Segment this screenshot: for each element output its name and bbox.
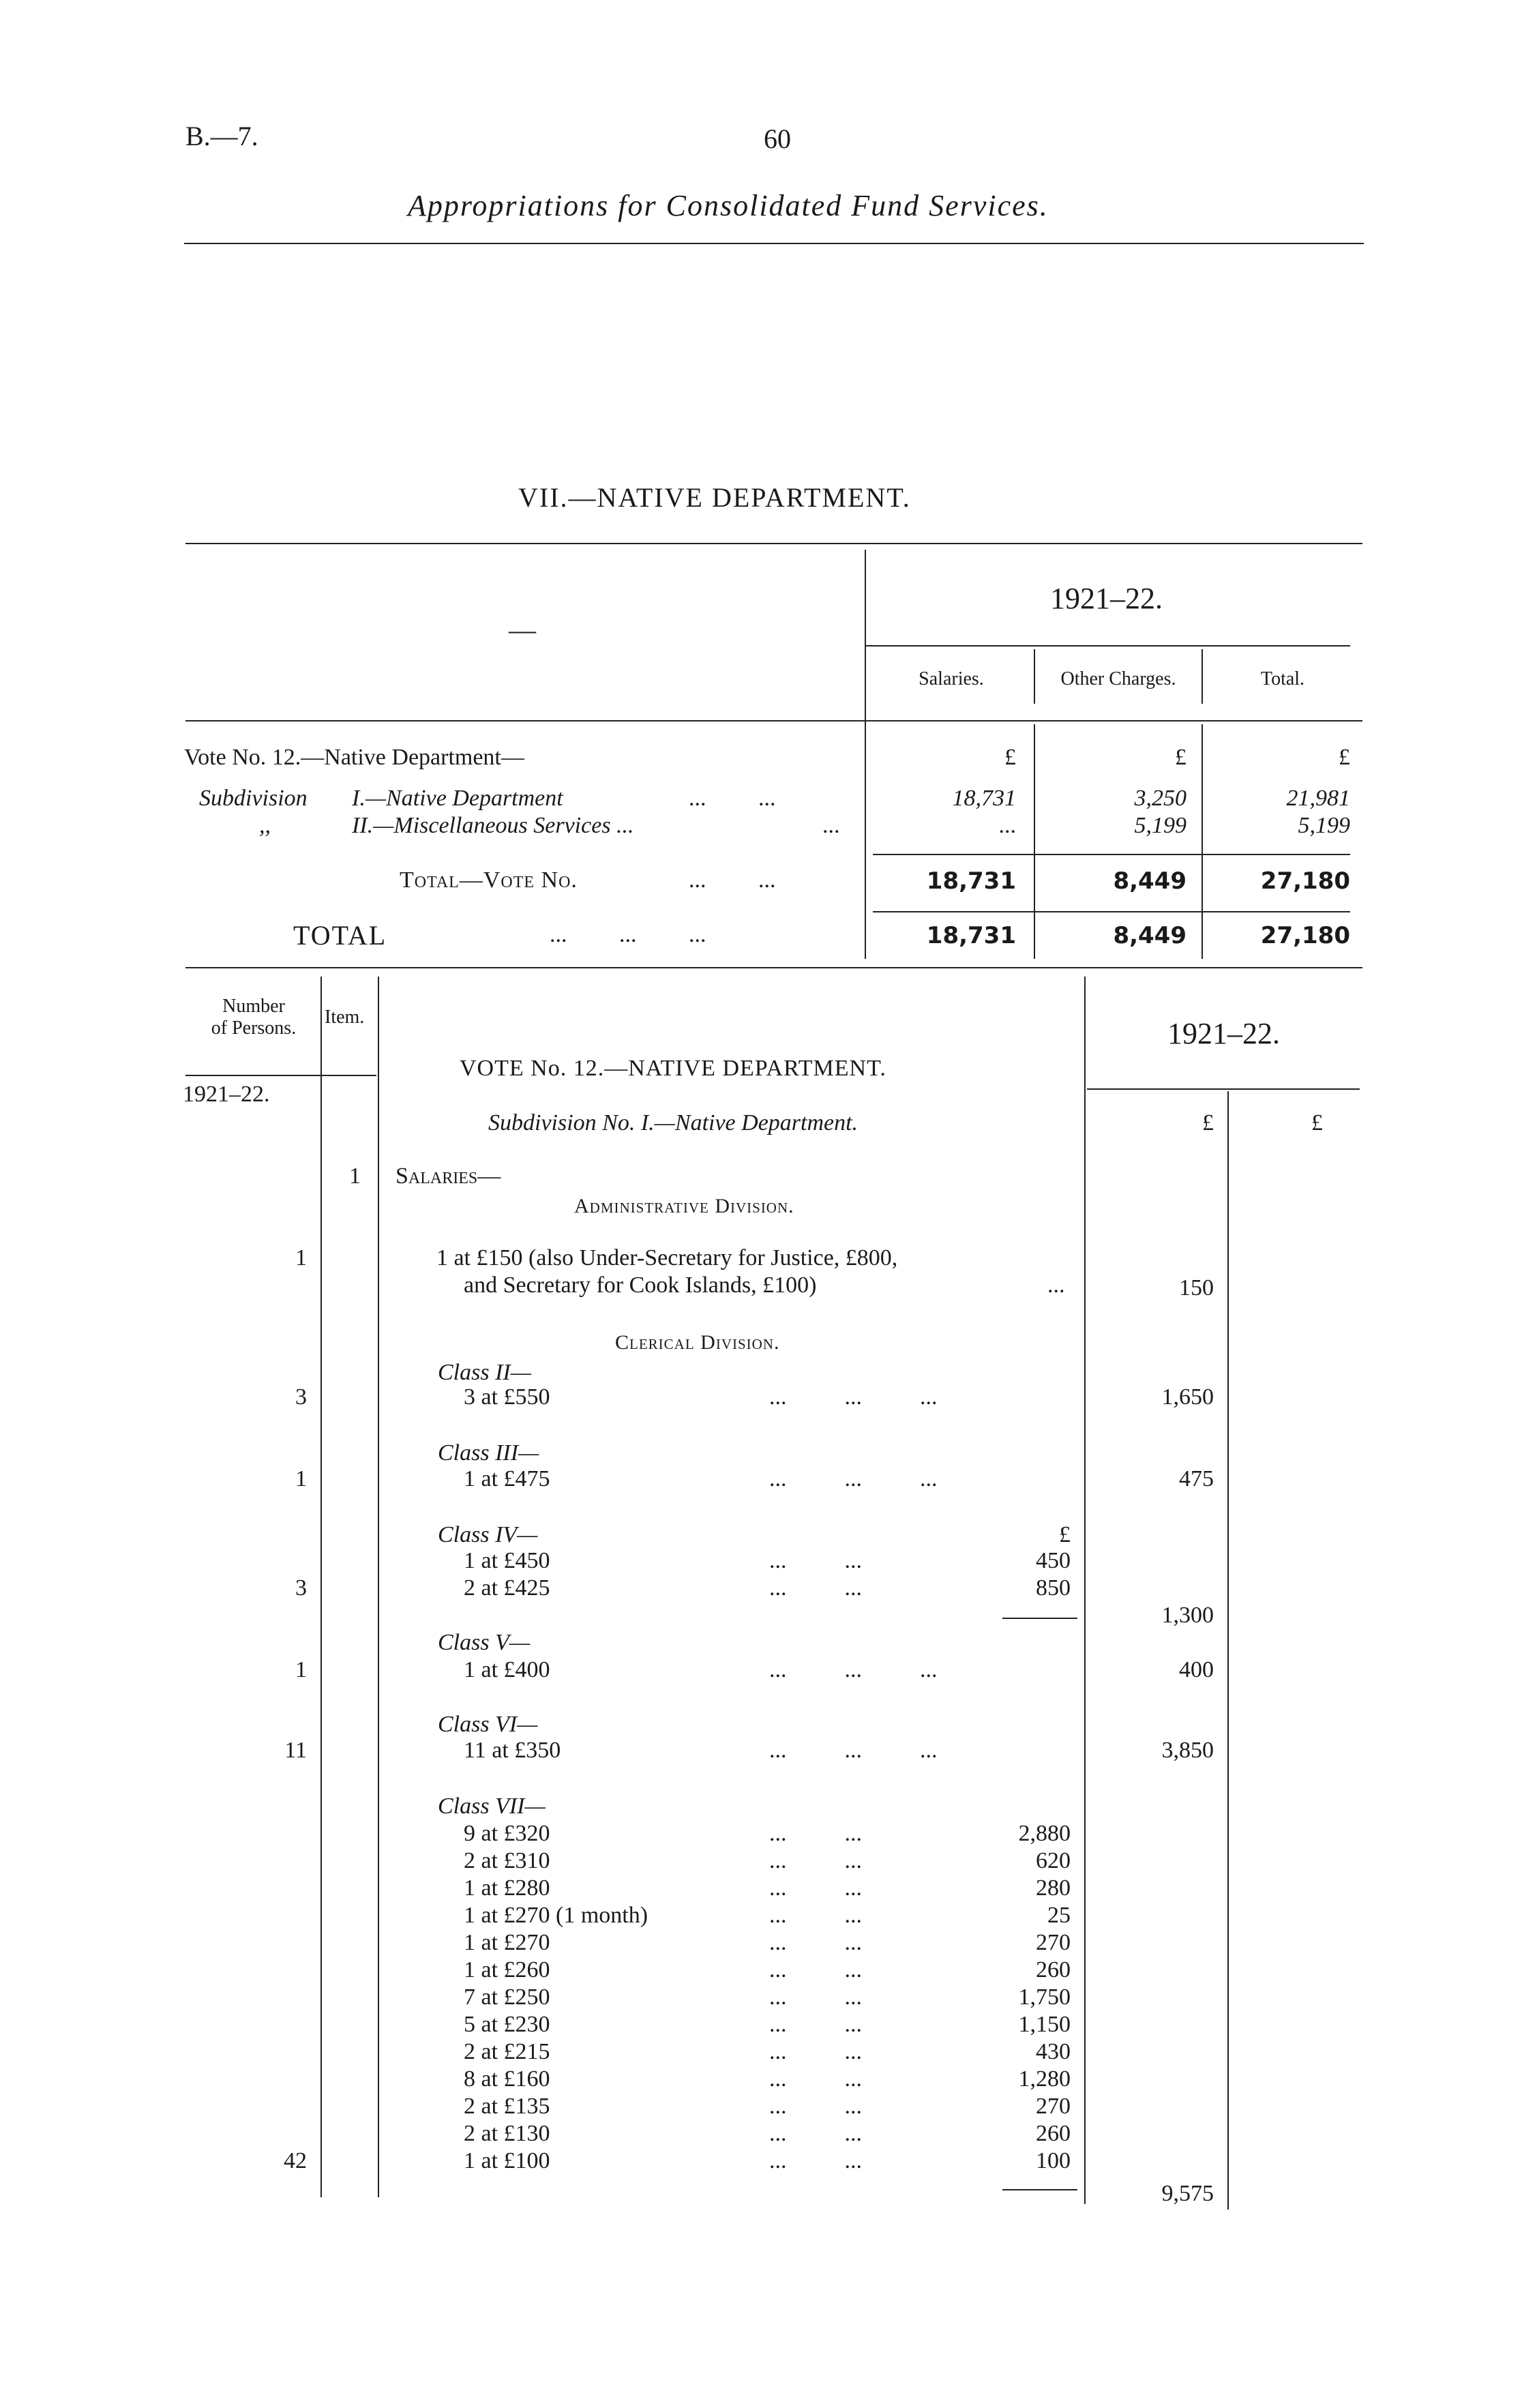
currency-other: £ <box>1175 745 1187 770</box>
summary-bottom-rule <box>185 967 1362 968</box>
currency-total: £ <box>1339 745 1350 770</box>
col-total: Total. <box>1260 668 1305 689</box>
subdivision-title: Subdivision No. I.—Native Department. <box>488 1110 859 1135</box>
summary-top-rule <box>185 543 1362 544</box>
persons-col-divider <box>320 977 322 2197</box>
salaries-label: Salaries— <box>396 1163 501 1189</box>
currency-col-2: £ <box>1311 1110 1323 1135</box>
page-title: Appropriations for Consolidated Fund Services. <box>408 189 1049 222</box>
col-salaries: Salaries. <box>919 668 984 689</box>
col-item: Item. <box>325 1007 365 1028</box>
summary-col-divider <box>865 550 866 959</box>
item-col-divider <box>378 977 379 2197</box>
stub-dash: — <box>509 614 536 645</box>
currency-col-1: £ <box>1202 1110 1214 1135</box>
vote-title: VOTE No. 12.—NATIVE DEPARTMENT. <box>460 1056 886 1081</box>
col-other-charges: Other Charges. <box>1060 668 1176 689</box>
clerical-division: Clerical Division. <box>615 1331 780 1354</box>
summary-year-rule <box>866 645 1350 646</box>
amount-col-divider <box>1084 977 1086 2204</box>
section-title: VII.—NATIVE DEPARTMENT. <box>518 482 911 513</box>
document-reference: B.—7. <box>185 121 258 151</box>
vote-label: Vote No. 12.—Native Department— <box>184 745 524 770</box>
summary-year: 1921–22. <box>1050 582 1163 615</box>
item-number: 1 <box>349 1163 361 1189</box>
page-number: 60 <box>764 123 791 154</box>
header-rule <box>184 243 1364 244</box>
col-persons: Number of Persons. <box>211 996 297 1039</box>
summary-header-rule <box>185 720 1362 722</box>
administrative-division: Administrative Division. <box>574 1195 794 1217</box>
currency-salaries: £ <box>1004 745 1016 770</box>
detail-year: 1921–22. <box>1167 1017 1280 1050</box>
persons-year: 1921–22. <box>183 1082 270 1107</box>
